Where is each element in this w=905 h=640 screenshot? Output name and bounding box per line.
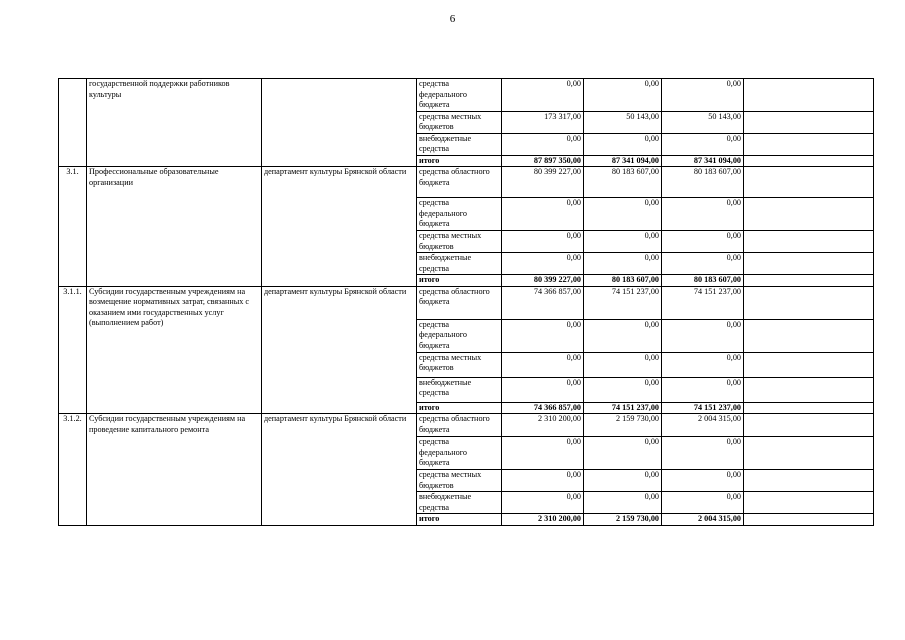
empty-cell [744, 492, 874, 514]
empty-cell [744, 253, 874, 275]
empty-cell [744, 198, 874, 231]
funding-source-cell: средства федерального бюджета [417, 79, 502, 112]
value-cell-2: 74 151 237,00 [584, 286, 662, 319]
executor-cell [262, 79, 417, 167]
funding-source-cell: средства федерального бюджета [417, 437, 502, 470]
value-cell-3: 50 143,00 [662, 111, 744, 133]
page-number: 6 [449, 13, 456, 25]
funding-source-cell: средства федерального бюджета [417, 198, 502, 231]
value-cell-2: 0,00 [584, 133, 662, 155]
value-cell-2: 0,00 [584, 352, 662, 377]
executor-cell: департамент культуры Брянской области [262, 414, 417, 526]
table-row [59, 79, 874, 112]
item-number-cell: 3.1.2. [59, 414, 87, 526]
value-cell-2: 87 341 094,00 [584, 155, 662, 167]
funding-source-cell: средства местных бюджетов [417, 470, 502, 492]
value-cell-3: 74 151 237,00 [662, 286, 744, 319]
executor-cell: департамент культуры Брянской области [262, 167, 417, 287]
table-row [59, 167, 874, 198]
value-cell-1: 80 399 227,00 [502, 275, 584, 287]
value-cell-1: 0,00 [502, 198, 584, 231]
funding-source-cell: внебюджетные средства [417, 377, 502, 402]
value-cell-1: 0,00 [502, 470, 584, 492]
value-cell-1: 0,00 [502, 253, 584, 275]
value-cell-2: 80 183 607,00 [584, 167, 662, 198]
value-cell-3: 0,00 [662, 79, 744, 112]
value-cell-3: 0,00 [662, 377, 744, 402]
value-cell-1: 74 366 857,00 [502, 402, 584, 414]
value-cell-3: 0,00 [662, 198, 744, 231]
budget-table-body [59, 79, 874, 526]
value-cell-2: 0,00 [584, 437, 662, 470]
value-cell-1: 0,00 [502, 79, 584, 112]
empty-cell [744, 437, 874, 470]
value-cell-2: 50 143,00 [584, 111, 662, 133]
value-cell-3: 74 151 237,00 [662, 402, 744, 414]
value-cell-1: 0,00 [502, 437, 584, 470]
funding-source-cell: средства местных бюджетов [417, 231, 502, 253]
value-cell-1: 74 366 857,00 [502, 286, 584, 319]
item-name-cell: государственной поддержки работников культуры [87, 79, 262, 167]
value-cell-2: 80 183 607,00 [584, 275, 662, 287]
empty-cell [744, 79, 874, 112]
empty-cell [744, 402, 874, 414]
funding-source-cell: итого [417, 514, 502, 526]
value-cell-3: 0,00 [662, 319, 744, 352]
funding-source-cell: внебюджетные средства [417, 253, 502, 275]
value-cell-2: 2 159 730,00 [584, 514, 662, 526]
value-cell-1: 2 310 200,00 [502, 414, 584, 437]
value-cell-3: 0,00 [662, 133, 744, 155]
value-cell-2: 0,00 [584, 198, 662, 231]
item-name-cell: Профессиональные образовательные организации [87, 167, 262, 287]
value-cell-3: 80 183 607,00 [662, 275, 744, 287]
empty-cell [744, 231, 874, 253]
item-name-cell: Субсидии государственным учреждениям на возмещение нормативных затрат, связанных с оказанием ими государственных услуг (выполнением работ) [87, 286, 262, 414]
funding-source-cell: средства областного бюджета [417, 414, 502, 437]
value-cell-1: 87 897 350,00 [502, 155, 584, 167]
value-cell-3: 0,00 [662, 470, 744, 492]
value-cell-3: 87 341 094,00 [662, 155, 744, 167]
value-cell-2: 0,00 [584, 319, 662, 352]
empty-cell [744, 286, 874, 319]
value-cell-1: 0,00 [502, 133, 584, 155]
funding-source-cell: средства областного бюджета [417, 167, 502, 198]
funding-source-cell: внебюджетные средства [417, 133, 502, 155]
empty-cell [744, 133, 874, 155]
value-cell-3: 2 004 315,00 [662, 514, 744, 526]
value-cell-1: 0,00 [502, 319, 584, 352]
value-cell-1: 173 317,00 [502, 111, 584, 133]
table-row [59, 286, 874, 319]
empty-cell [744, 155, 874, 167]
value-cell-1: 2 310 200,00 [502, 514, 584, 526]
budget-table [58, 78, 874, 526]
empty-cell [744, 275, 874, 287]
value-cell-3: 2 004 315,00 [662, 414, 744, 437]
funding-source-cell: внебюджетные средства [417, 492, 502, 514]
funding-source-cell: средства областного бюджета [417, 286, 502, 319]
item-number-cell: 3.1. [59, 167, 87, 287]
funding-source-cell: итого [417, 155, 502, 167]
value-cell-1: 0,00 [502, 231, 584, 253]
executor-cell: департамент культуры Брянской области [262, 286, 417, 414]
funding-source-cell: итого [417, 402, 502, 414]
funding-source-cell: итого [417, 275, 502, 287]
value-cell-3: 0,00 [662, 492, 744, 514]
value-cell-2: 74 151 237,00 [584, 402, 662, 414]
value-cell-1: 0,00 [502, 377, 584, 402]
empty-cell [744, 111, 874, 133]
empty-cell [744, 352, 874, 377]
empty-cell [744, 167, 874, 198]
empty-cell [744, 470, 874, 492]
funding-source-cell: средства федерального бюджета [417, 319, 502, 352]
funding-source-cell: средства местных бюджетов [417, 111, 502, 133]
value-cell-2: 0,00 [584, 377, 662, 402]
empty-cell [744, 414, 874, 437]
value-cell-2: 0,00 [584, 231, 662, 253]
table-row [59, 414, 874, 437]
value-cell-2: 2 159 730,00 [584, 414, 662, 437]
value-cell-3: 0,00 [662, 437, 744, 470]
empty-cell [744, 377, 874, 402]
item-number-cell: 3.1.1. [59, 286, 87, 414]
empty-cell [744, 514, 874, 526]
value-cell-2: 0,00 [584, 253, 662, 275]
value-cell-2: 0,00 [584, 79, 662, 112]
value-cell-1: 0,00 [502, 492, 584, 514]
item-name-cell: Субсидии государственным учреждениям на проведение капитального ремонта [87, 414, 262, 526]
value-cell-2: 0,00 [584, 492, 662, 514]
value-cell-3: 0,00 [662, 253, 744, 275]
value-cell-2: 0,00 [584, 470, 662, 492]
value-cell-1: 0,00 [502, 352, 584, 377]
empty-cell [744, 319, 874, 352]
value-cell-3: 0,00 [662, 352, 744, 377]
value-cell-3: 0,00 [662, 231, 744, 253]
value-cell-1: 80 399 227,00 [502, 167, 584, 198]
item-number-cell [59, 79, 87, 167]
funding-source-cell: средства местных бюджетов [417, 352, 502, 377]
value-cell-3: 80 183 607,00 [662, 167, 744, 198]
